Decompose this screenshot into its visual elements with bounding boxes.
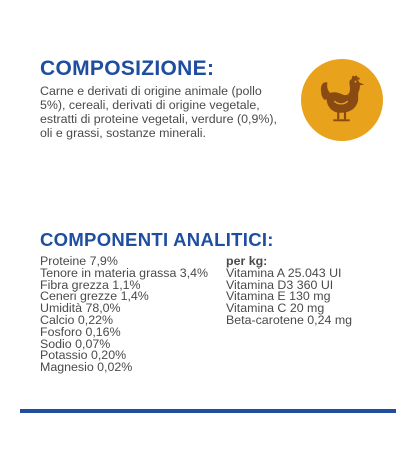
list-item: Beta-carotene 0,24 mg (226, 312, 353, 327)
analytics-right-list (226, 256, 352, 327)
analytics-left-list (40, 256, 208, 374)
list-item: Potassio 0,20% (40, 348, 127, 363)
chicken-badge (301, 59, 383, 141)
composition-text: Carne e derivati di origine animale (pollo 5%), cereali, derivati di origine vegetale, estratti di proteine vegetali, verdure (0,9%), oli e grassi, sostanze minerali. (40, 84, 277, 140)
list-item: Tenore in materia grassa 3,4% (40, 265, 209, 280)
list-item: Proteine 7,9% (40, 254, 118, 268)
list-item: Magnesio 0,02% (40, 360, 133, 375)
chicken-icon (313, 71, 371, 129)
footer-divider (20, 409, 396, 413)
list-item: Sodio 0,07% (40, 336, 111, 351)
composition-heading: COMPOSIZIONE: (40, 57, 215, 80)
list-item: Calcio 0,22% (40, 312, 114, 327)
analytics-heading: COMPONENTI ANALITICI: (40, 229, 274, 250)
list-item: Fosforo 0,16% (40, 324, 121, 339)
list-item: Vitamina A 25.043 UI (226, 265, 342, 280)
list-item: Fibra grezza 1,1% (40, 277, 141, 292)
list-item: Ceneri grezze 1,4% (40, 289, 149, 304)
list-item: Vitamina E 130 mg (226, 289, 331, 304)
list-item: Vitamina C 20 mg (226, 301, 325, 316)
list-item: Umidità 78,0% (40, 301, 121, 316)
list-item: Vitamina D3 360 UI (226, 277, 334, 292)
per-kg-title: per kg: (226, 254, 268, 268)
